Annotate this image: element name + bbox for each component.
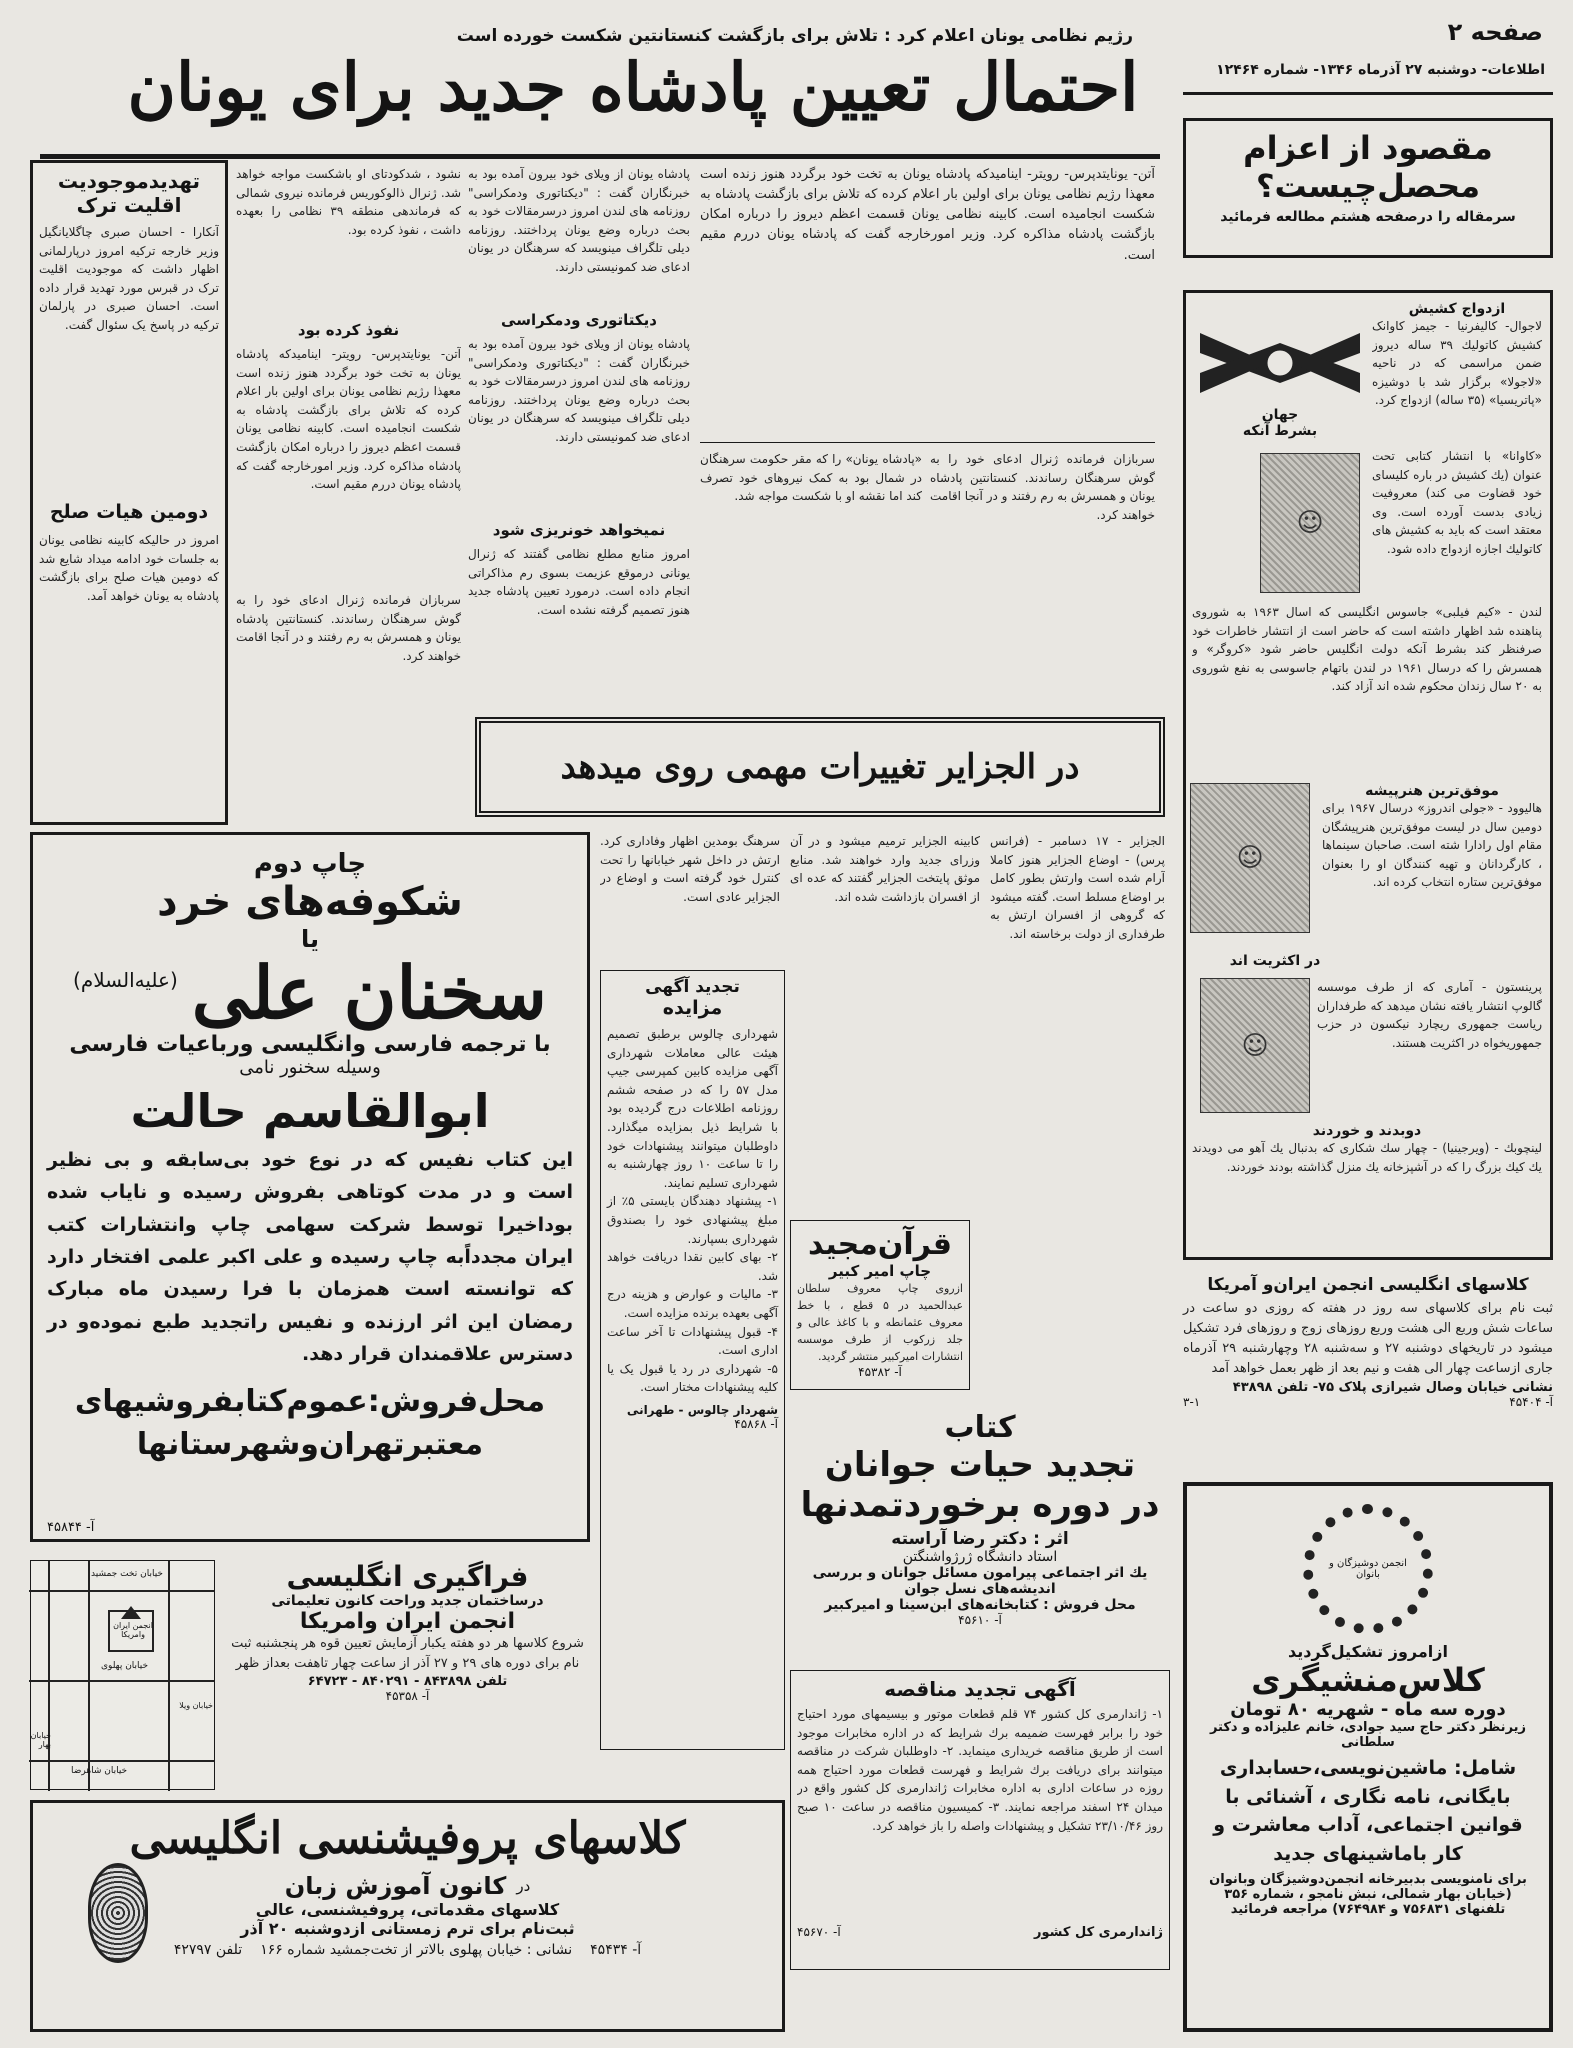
photo-andrews: ☺ (1190, 783, 1310, 933)
map-label-1: خیابان تخت جمشید (91, 1569, 163, 1579)
algeria-headline: در الجزایر تغییرات مهمی روی میدهد (560, 747, 1080, 787)
english-ia-title: فراگیری انگلیسی (286, 1560, 529, 1593)
caption-nixon: پرینستون - آماری که از طرف موسسه گالوپ انتشار یافته نشان میدهد که طرفداران ریاست جمهوری ریچارد نیکسون در حزب جمهوریخواه در اکثریت هستند. (1317, 980, 1542, 1050)
issue-line: اطلاعات- دوشنبه ۲۷ آذرماه ۱۳۴۶- شماره ۱۲۴۶۴ (1216, 62, 1545, 78)
ad-book-ali (30, 832, 590, 1542)
ali-sale-2: معتبرتهران‌وشهرستانها (136, 1427, 484, 1463)
map-drawing (29, 1561, 214, 1791)
lead-lower-1: سربازان فرمانده ژنرال ادعای خود را به گوش سرهنگان رساندند. کنستانتین پادشاه یونان و همسرش به رم رفتند و در آنجا اقامت خواهند کرد. (930, 452, 1155, 522)
world-item-3-heading: موفق‌ترین هنرپیشه (1365, 783, 1499, 799)
world-item-5-body: لینچوبك - (ویرجینیا) - چهار سك شکاری که بدنبال یك آهو می دویدند یك كیك بزرگ را که در آشپزخانه یك منزل گذاشته بودند خوردند. (1192, 1141, 1542, 1174)
world-item-1-body: لاجوال- کالیفرنیا - جیمز کاوانک کشیش کاتولیك ۳۹ ساله دیروز ضمن مراسمی که در ناحیه «لاجولا» برگزار شد با دوشیزه «پاتریسیا» (۳۵ ساله) ازدواج کرد. (1372, 319, 1542, 408)
lead-col-3-text: نشود ، شدکودتای او باشکست مواجه خواهد شد. ژنرال ذالوکوریس فرمانده نیروی شمالی که فرماندهی منطقه ۳۹ نظامی را بعهده داشت ، نفوذ کرده بود. (236, 167, 461, 237)
english-ia-sub-2: انجمن ایران وامریکا (299, 1609, 516, 1634)
algeria-headline-box (475, 717, 1165, 817)
secretary-includes: شامل: ماشین‌نویسی،حسابداری بایگانی، نامه نگاری ، آشنائی با قوانین اجتماعی، آداب معاشرت و کار باماشینهای جدید (1213, 1757, 1523, 1865)
ali-code: آ- ۴۵۸۴۴ (47, 1520, 95, 1535)
secretary-start: ازامروز تشکیل‌گردید (1288, 1642, 1448, 1661)
lead-col-3 (236, 165, 461, 825)
quran-title: قرآن‌مجید (808, 1227, 952, 1262)
sub-bloodshed: نمیخواهد خونریزی شود (492, 521, 666, 539)
sub-democracy: دیکتاتوری ودمکراسی (501, 311, 657, 329)
map-label-6: خیابان بهار (30, 1731, 51, 1749)
tender-body: ۱- ژاندارمری کل کشور ۷۴ قلم قطعات موتور و بیسیمهای مورد احتیاج خود را برابر فهرست ضمیمه برك شرایط که در اداره مخابرات موجود است از طریق مناقصه خریداری مینماید. ۲- داوطلبان شرکت در مناقصه میتوانند برای دریافت برك شرایط و فهرست قطعات مورد احتیاج همه روزه در ساعات اداری به اداره مخابرات ژاندارمری کل کشور واقع در میدان ۲۴ اسفند مراجعه نمایند. ۳- کمیسیون مناقصه در ساعت ۱۰ صبح روز ۲۳/۱۰/۴۶ تشکیل و پیشنهادات واصله را باز خواهد کرد. (797, 1707, 1163, 1833)
masthead-rule (40, 154, 1160, 159)
sidebar-title-2: اقلیت ترک (76, 193, 182, 217)
page-number: صفحه ۲ (1447, 18, 1543, 46)
world-item-5-title: دوبدند و خوردند (1312, 1123, 1422, 1139)
auction-item-2: ۲- بهای کابین نقدا دریافت خواهد شد. (607, 1250, 778, 1283)
secretary-contact: برای نامنویسی بدبیرخانه انجمن‌دوشیزگان وبانوان (خیابان بهار شمالی، نبش نامجو ، شماره ۳۵۶ تلفنهای ۷۵۶۸۳۱ و ۷۶۴۹۸۴) مراجعه فرمائید (1209, 1872, 1527, 1917)
ia-classes-title: کلاسهای انگلیسی انجمن ایران‌و آمریکا (1207, 1275, 1529, 1295)
algeria-col-2: کابینه الجزایر ترمیم میشود و در آن وزرای جدید وارد خواهند شد. منابع موثق پایتخت الجزایر گفتند که عده ای از افسران بازداشت شده اند. (790, 834, 980, 904)
auction-code: آ- ۴۵۸۶۸ (734, 1416, 778, 1431)
ad-english-ia (30, 1560, 590, 1795)
english-ia-body: شروع کلاسها هر دو هفته یکبار آزمایش تعیین قوه هر پنجشنبه ثبت نام برای دوره های ۲۹ و ۲۷ آذر از ساعت چهار تاهفت بعداز ظهر (231, 1636, 584, 1672)
photo-nixon: ☺ (1200, 978, 1310, 1113)
ali-sale: محل‌فروش:عموم‌کتابفروشیهای (74, 1384, 546, 1420)
lead-col-2-text: پادشاه یونان از ویلای خود بیرون آمده بود به خبرنگاران گفت : "دیکتاتوری ودمکراسی" روزنامه های لندن امروز درسرمقالات خود به بحث درباره وضع یونان پرداختند. روزنامه دیلی تلگراف مینویسد که سرهنگان در یونان ادعای ضد کمونیستی دارند. (468, 167, 690, 274)
ali-poet: ابوالقاسم حالت (130, 1084, 490, 1139)
professional-code: آ- ۴۵۴۳۴ (590, 1942, 642, 1958)
ad-tender (790, 1670, 1170, 1970)
world-item-1-title: ازدواج کشیش (1408, 301, 1506, 317)
ia-classes-code: آ- ۴۵۴۰۴ (1509, 1394, 1553, 1409)
editorial-title-2: محصل‌چیست؟ (1255, 167, 1481, 205)
world-item-2-body: «کاوانا» با انتشار کتابی تحت عنوان (یك کشیش در باره کلیسای خود قضاوت می کند) معروفیت زیادی بدست آورده است. وی معتقد است که باید به کشیش های کاتولیك اجازه ازدواج داده شود. (1372, 449, 1542, 556)
secretary-title: کلاس‌منشیگری (1251, 1661, 1485, 1699)
sidebar-turkey (30, 160, 228, 825)
english-ia-phones: تلفن ۸۴۳۸۹۸ - ۸۴۰۲۹۱ - ۶۴۷۲۳ (307, 1674, 508, 1690)
right-editorial (1183, 118, 1553, 258)
kicker: رژیم نظامی یونان اعلام کرد : تلاش برای بازگشت کنستانتین شکست خورده است (456, 26, 1133, 46)
auction-body: شهرداری چالوس برطبق تصمیم هیئت عالی معاملات شهرداری آگهی مزایده کابین کمپرسی جیپ مدل ۵۷ را که در صفحه ششم روزنامه اطلاعات درج گردیده بود با شرایط ذیل بمزایده میگذارد. داوطلبان میتوانند پیشنهادات خود را تا ساعت ۱۰ روز چهارشنبه به شهرداری تسلیم نمایند. (607, 1027, 779, 1190)
professional-register: ثبت‌نام برای ترم زمستانی ازدوشنبه ۲۰ آذر (240, 1919, 575, 1938)
youth-sale: محل فروش : کتابخانه‌های ابن‌سینا و امیرکبیر (824, 1597, 1136, 1613)
ia-classes-address: نشانی خیابان وصال شیرازی پلاک ۷۵- تلفن ۴۳۸۹۸ (1232, 1379, 1553, 1395)
world-logo (1200, 313, 1360, 439)
headline: احتمال تعیین پادشاه جدید برای یونان (127, 48, 1139, 126)
ali-edition: چاپ دوم (253, 849, 367, 879)
quran-code: آ- ۴۵۳۸۲ (858, 1365, 902, 1380)
lead-col-2-text-c: امروز منابع مطلع نظامی گفتند که ژنرال یونانی درموقع عزیمت بسوی رم مذاکراتی انجام داده است. درمورد تعیین پادشاه جدید هنوز تصمیم گرفته نشده است. (468, 547, 690, 617)
ali-ya: یا (300, 925, 320, 953)
youth-title-3: در دوره برخوردتمدنها (800, 1485, 1160, 1525)
map-label-4: خیابان پهلوی (101, 1661, 149, 1671)
youth-author: اثر : دکتر رضا آراسته (891, 1529, 1069, 1549)
professional-levels: کلاسهای مقدماتی، پروفیشنسی، عالی (255, 1900, 560, 1919)
youth-desc: یك اثر اجتماعی پیرامون مسائل جوانان و بررسی اندیشه‌های نسل جوان (812, 1565, 1148, 1597)
sidebar-body-2: امروز در حالیکه کابینه نظامی یونان به جلسات خود ادامه میداد شایع شد که دومین هیات صلح برای بازگشت پادشاه به یونان خواهد آمد. (39, 533, 219, 603)
auction-signature: شهردار چالوس - طهرانی (626, 1402, 778, 1417)
secretary-supervision: زیرنظر دکتر حاج سید جوادی، خانم علیزاده و دکتر سلطانی (1209, 1720, 1527, 1750)
english-ia-code: آ- ۴۵۳۵۸ (385, 1689, 430, 1704)
professional-logo-icon (88, 1863, 148, 1963)
map (30, 1560, 215, 1790)
world-news (1183, 290, 1553, 1260)
world-item-3 (1322, 783, 1542, 949)
secretary-emblem-text: انجمن دوشیزگان و بانوان (1329, 1558, 1407, 1580)
masthead-rule-right (1183, 92, 1553, 95)
world-logo-text: جهان (1261, 407, 1299, 423)
ali-desc: این کتاب نفیس که در نوع خود بی‌سابقه و بی نظیر است و در مدت کوتاهی بفروش رسیده و نایاب شده بوداخیرا توسط شرکت سهامی چاپ وانتشارات کتب ایران مجدداًبه چاپ رسیده و علی اکبر علمی افتخار دارد که توانسته است همزمان با فرا رسیدن ماه مبارک رمضان این اثر ارزنده و نفیس راتجدید طبع نموده‌و در دسترس علاقمندان قرار دهد. (47, 1149, 573, 1365)
map-label-5: خیابان ویلا (179, 1701, 213, 1710)
map-label-3: خیابان شاهرضا (71, 1766, 128, 1776)
lead-col-1: آتن- یونایتدپرس- رویتر- اینامیدکه پادشاه یونان به تخت خود برگردد هنوز زنده است معهذا رژیم نظامی یونان برای اولین بار اعلام کرده که تلاش برای بازگشت پادشاه به شکست انجامیده است. کابینه نظامی یونان قسمت اعظم دیروز را درباره امکان بازگشت پادشاه مذاکره کرد. وزیر امورخارجه گفت که پادشاه یونان دررم مقیم است. (700, 167, 1155, 263)
algeria-col-3: سرهنگ بومدین اظهار وفاداری کرد. ارتش در داخل شهر خیابانها را تحت کنترل خود گرفته است و اوضاع در الجزایر عادی است. (600, 834, 780, 904)
ali-aleyh: (علیه‌السلام) (73, 968, 178, 993)
sub-influence: نفوذ کرده بود (297, 321, 400, 339)
professional-title: کلاسهای پروفیشنسی انگلیسی (129, 1813, 686, 1864)
world-logo-icon (1200, 313, 1360, 403)
auction-title-2: مزایده (662, 997, 723, 1019)
tender-signature: ژاندارمری کل کشور (1034, 1925, 1163, 1940)
algeria-col-1: الجزایر - ۱۷ دسامبر - (فرانس پرس) - اوضاع الجزایر هنوز کاملا آرام شده است وارتش بطور کامل بر اوضاع مسلط است. گفته میشود که گروهی از افسران ارتش به طرفداری از دولت برخاسته اند. (990, 834, 1165, 941)
ali-translation: با ترجمه فارسی وانگلیسی ورباعیات فارسی (69, 1032, 551, 1058)
ad-book-youth (790, 1410, 1170, 1660)
professional-address: نشانی : خیابان پهلوی بالاتر از تخت‌جمشید شماره ۱۶۶ (260, 1942, 573, 1958)
english-ia-sub-1: درساختمان جدید وراحت کانون تعلیماتی (271, 1593, 544, 1609)
tender-title: آگهی تجدید مناقصه (884, 1677, 1076, 1701)
auction-item-4: ۴- قبول پیشنهادات تا آخر ساعت اداری است. (607, 1324, 778, 1358)
ad-ia-classes (1183, 1275, 1553, 1465)
auction-item-1: ۱- پیشنهاد دهندگان بایستی ۵٪ از مبلغ پیشنهادی خود را بصندوق شهرداری بسپارند. (607, 1194, 779, 1246)
world-item-5 (1192, 1123, 1542, 1239)
lead-divider (700, 442, 1155, 443)
sidebar-title-1: تهدیدموجودیت (57, 169, 201, 193)
lead-col-3-text-c: سربازان فرمانده ژنرال ادعای خود را به گوش سرهنگان رساندند. کنستانتین پادشاه یونان و همسرش به رم رفتند و در آنجا اقامت خواهند کرد. (236, 593, 461, 663)
world-item-1 (1372, 301, 1542, 607)
youth-affil: استاد دانشگاه ژرژواشنگتن (902, 1549, 1058, 1565)
ad-professional (30, 1800, 785, 2032)
ad-auction (600, 970, 785, 1750)
professional-phone: تلفن ۴۲۷۹۷ (173, 1942, 243, 1958)
ad-quran (790, 1220, 970, 1390)
caption-philby: لندن - «کیم فیلبی» جاسوس انگلیسی که اسال ۱۹۶۳ به شوروی پناهنده شد اظهار داشته است که حاضر است از انتشار خاطرات خود صرفنظر کند بشرط آنکه دولت انگلیس حاضر شود «کروگر» و همسرش را که درسال ۱۹۶۱ در لندن باتهام جاسوسی به نفع شوروی به ۲۰ سال زندان محکوم شده اند آزاد کند. (1192, 605, 1542, 694)
lead-col-3-text-b: آتن- یونایتدپرس- رویتر- اینامیدکه پادشاه یونان به تخت خود برگردد هنوز زنده است معهذا رژیم نظامی یونان برای اولین بار اعلام کرده که تلاش برای بازگشت پادشاه به شکست انجامیده است. کابینه نظامی یونان قسمت اعظم دیروز را درباره امکان بازگشت پادشاه مذاکره کرد. وزیر امورخارجه گفت که پادشاه یونان دررم مقیم است. (236, 347, 461, 492)
caption-andrews: هالیوود - «جولی اندروز» درسال ۱۹۶۷ برای دومین سال در لیست موفق‌ترین هنرپیشگان مقام اول رادارا شته است. صاحبان سینماها ، کارگردانان و تهیه کنندگان او را بعنوان موفق‌ترین ستاره انتخاب کرده اند. (1322, 801, 1542, 890)
editorial-title-1: مقصود از اعزام (1243, 129, 1493, 167)
world-logo-sub: بشرط آنکه (1242, 423, 1318, 439)
sidebar-title-3: دومین هیات صلح (49, 501, 209, 523)
secretary-emblem-icon (1303, 1504, 1433, 1634)
professional-institute: کانون آموزش زبان (284, 1872, 507, 1900)
quran-body: ازروی چاپ معروف سلطان عبدالحمید در ۵ قطع ، با خط معروف عثمانطه و با کاغذ عالی و جلد زرکوب از طرف موسسه انتشارات امیرکبیر منتشر گردید. (797, 1282, 964, 1364)
world-item-4-title: در اکثریت اند (1229, 953, 1321, 969)
sidebar-body-1: آنکارا - احسان صبری چاگلایانگیل وزیر خارجه ترکیه امروز درپارلمانی اظهار داشت که موجودیت اقلیت ترک در قبرس مورد تهدید قرار داده است. احسان صبری در پارلمان ترکیه در پاسخ یک سئوال گفت. (39, 225, 219, 332)
professional-at: در (516, 1877, 531, 1895)
english-ia-text (225, 1560, 590, 1703)
ia-classes-body: ثبت نام برای کلاسهای سه روز در هفته که روزی دو ساعت در ساعات شش وربع الی هشت وربع روزهای زوج و روزهای فرد تشکیل میشود در تاریخهای دوشنبه ۲۷ و سه‌شنبه ۲۸ وچهارشنبه ۲۹ آذرماه جاری ازساعت چهار الی هفت و نیم بعد از ظهر بعمل خواهد آمد (1183, 1301, 1553, 1377)
auction-item-3: ۳- مالیات و عوارض و هزینه درج آگهی بعهده برنده مزایده است. (607, 1287, 778, 1320)
lead-col-2 (468, 165, 690, 695)
ali-title-2: سخنان علی (191, 950, 547, 1035)
editorial-sub: سرمقاله را درصفحه هشتم مطالعه فرمائید (1220, 209, 1516, 225)
auction-title-1: تجدید آگهی (645, 977, 740, 997)
youth-title-1: کتاب (944, 1410, 1016, 1445)
ali-title-1: شکوفه‌های خرد (157, 879, 463, 925)
ali-poet-line: وسیله سخنور نامی (239, 1057, 381, 1079)
tender-code: آ- ۴۵۶۷۰ (797, 1925, 841, 1939)
youth-title-2: تجدید حیات جوانان (824, 1445, 1136, 1485)
ad-secretary (1183, 1482, 1553, 2032)
youth-code: آ- ۴۵۶۱۰ (958, 1613, 1002, 1627)
quran-sub: چاپ امیر کبیر (828, 1262, 932, 1280)
map-label-2: انجمن ایران وامریکا (113, 1621, 153, 1639)
ia-classes-code-2: ۳-۱ (1183, 1394, 1201, 1409)
auction-item-5: ۵- شهرداری در رد یا قبول یک یا کلیه پیشنهادات مختار است. (607, 1361, 778, 1395)
lead-col-2-text-b: پادشاه یونان از ویلای خود بیرون آمده بود به خبرنگاران گفت : "دیکتاتوری ودمکراسی" روزنامه های لندن امروز درسرمقالات خود به بحث درباره وضع یونان پرداختند. روزنامه دیلی تلگراف مینویسد که سرهنگان در یونان ادعای ضد کمونیستی دارند. (468, 337, 690, 444)
photo-philby: ☺ (1260, 453, 1360, 593)
lead-lower-2: «پادشاه یونان» را که مقر حکومت سرهنگان در شمال بود به کمک نیروهای خود تصرف کند اما نقشه او با شکست مواجه شد. (700, 452, 922, 504)
secretary-duration: دوره سه ماه - شهریه ۸۰ تومان (1230, 1699, 1506, 1720)
